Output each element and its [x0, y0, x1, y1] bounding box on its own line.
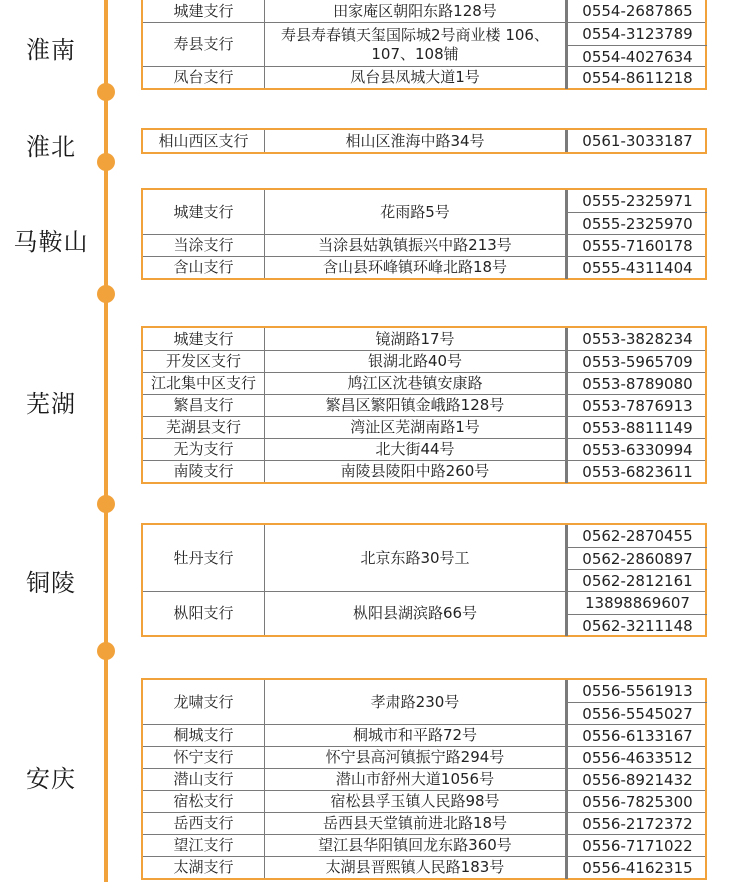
phone-number: 0553-8811149 [582, 419, 693, 437]
phone-cell [565, 857, 707, 879]
city-label: 芜湖 [26, 390, 76, 418]
phone-number: 0556-5561913 [582, 682, 693, 700]
phone-number: 0553-6823611 [582, 463, 693, 481]
phone-cell [565, 235, 707, 257]
branch-name: 开发区支行 [143, 351, 265, 372]
branch-name: 相山西区支行 [143, 130, 265, 152]
branch-table [141, 523, 707, 637]
city-label: 淮北 [26, 133, 76, 161]
phone-number: 0553-8789080 [582, 375, 693, 393]
timeline-line [104, 0, 108, 882]
branch-table [141, 188, 707, 280]
phone-number: 0554-8611218 [582, 69, 693, 87]
phone-number: 0561-3033187 [582, 132, 693, 150]
branch-address: 田家庵区朝阳东路128号 [333, 1, 497, 20]
phone-cell [565, 439, 707, 461]
branch-address: 湾沚区芜湖南路1号 [350, 418, 480, 437]
branch-address: 银湖北路40号 [367, 352, 463, 371]
branch-address: 花雨路5号 [380, 202, 450, 221]
table-row [143, 190, 705, 234]
branch-address: 含山县环峰镇环峰北路18号 [322, 258, 508, 277]
table-row [143, 234, 705, 256]
branch-name: 江北集中区支行 [143, 373, 265, 394]
phone-cell [565, 680, 707, 724]
phone-cell [565, 67, 707, 89]
phone-cell [565, 395, 707, 417]
branch-table [141, 326, 707, 484]
branch-name: 望江支行 [143, 835, 265, 856]
phone-cell [565, 351, 707, 373]
table-row [143, 790, 705, 812]
phone-cell [565, 725, 707, 747]
phone-cell [565, 417, 707, 439]
branch-address: 当涂县姑孰镇振兴中路213号 [318, 236, 512, 255]
phone-cell [565, 461, 707, 483]
branch-address: 鸠江区沈巷镇安康路 [347, 374, 483, 393]
branch-name: 含山支行 [143, 257, 265, 278]
phone-cell [565, 791, 707, 813]
branch-table [141, 128, 707, 154]
branch-name: 怀宁支行 [143, 747, 265, 768]
phone-cell [565, 592, 707, 636]
phone-cell [565, 769, 707, 791]
phone-number: 0562-2870455 [582, 527, 693, 545]
table-row [143, 256, 705, 278]
phone-cell [565, 813, 707, 835]
branch-address: 岳西县天堂镇前进北路18号 [322, 814, 508, 833]
timeline-dot [97, 153, 115, 171]
branch-address: 镜湖路17号 [375, 329, 455, 348]
branch-name: 城建支行 [143, 328, 265, 350]
branch-name: 桐城支行 [143, 725, 265, 746]
phone-cell [565, 373, 707, 395]
phone-cell [565, 23, 707, 67]
branch-address: 寿县寿春镇天玺国际城2号商业楼 106、107、108铺 [281, 25, 549, 63]
table-row [143, 350, 705, 372]
phone-cell [565, 328, 707, 350]
table-row [143, 66, 705, 88]
table-row [143, 0, 705, 22]
table-row [143, 834, 705, 856]
table-row [143, 680, 705, 724]
phone-number: 0556-2172372 [582, 815, 693, 833]
city-label: 铜陵 [26, 569, 76, 597]
branch-address: 潜山市舒州大道1056号 [335, 770, 495, 789]
phone-number: 0556-7825300 [582, 793, 693, 811]
phone-number: 0556-5545027 [568, 702, 707, 724]
table-row [143, 724, 705, 746]
table-row [143, 22, 705, 66]
branch-address: 北京东路30号工 [360, 548, 470, 567]
branch-name: 无为支行 [143, 439, 265, 460]
branch-address: 怀宁县高河镇振宁路294号 [325, 748, 505, 767]
phone-number: 0562-3211148 [568, 614, 707, 636]
branch-name: 凤台支行 [143, 67, 265, 88]
branch-address: 繁昌区繁阳镇金峨路128号 [325, 396, 505, 415]
phone-number: 0553-7876913 [582, 397, 693, 415]
branch-name: 龙啸支行 [143, 680, 265, 724]
phone-number: 0556-7171022 [582, 837, 693, 855]
phone-number: 0554-2687865 [582, 2, 693, 20]
phone-cell [565, 525, 707, 591]
branch-address: 孝肃路230号 [370, 692, 460, 711]
phone-number: 0556-4162315 [582, 859, 693, 877]
timeline-dot [97, 495, 115, 513]
branch-name: 繁昌支行 [143, 395, 265, 416]
branch-address: 桐城市和平路72号 [352, 726, 478, 745]
branch-table [141, 0, 707, 90]
table-row [143, 416, 705, 438]
branch-name: 城建支行 [143, 0, 265, 22]
branch-name: 牡丹支行 [143, 525, 265, 591]
branch-address: 南陵县陵阳中路260号 [340, 462, 490, 481]
phone-cell [565, 130, 707, 152]
phone-number: 0554-4027634 [568, 45, 707, 67]
phone-cell [565, 747, 707, 769]
table-row [143, 372, 705, 394]
table-row [143, 130, 705, 152]
branch-name: 岳西支行 [143, 813, 265, 834]
branch-name: 枞阳支行 [143, 592, 265, 635]
phone-cell [565, 190, 707, 234]
phone-cell [565, 257, 707, 279]
table-row [143, 394, 705, 416]
phone-number: 0555-7160178 [582, 237, 693, 255]
timeline-dot [97, 642, 115, 660]
phone-number: 0556-4633512 [582, 749, 693, 767]
branch-address: 北大街44号 [375, 440, 455, 459]
phone-number: 0555-2325971 [582, 192, 693, 210]
table-row [143, 746, 705, 768]
phone-number: 0556-8921432 [582, 771, 693, 789]
phone-number: 0562-2812161 [568, 569, 707, 591]
branch-address: 相山区淮海中路34号 [345, 131, 485, 150]
table-row [143, 438, 705, 460]
phone-number: 0562-2860897 [568, 547, 707, 569]
phone-number: 0553-5965709 [582, 353, 693, 371]
branch-name: 南陵支行 [143, 461, 265, 482]
branch-address: 太湖县晋熙镇人民路183号 [325, 858, 505, 877]
branch-address: 宿松县孚玉镇人民路98号 [330, 792, 500, 811]
branch-address: 凤台县凤城大道1号 [350, 68, 480, 87]
branch-name: 寿县支行 [143, 23, 265, 66]
table-row [143, 460, 705, 482]
branch-name: 城建支行 [143, 190, 265, 234]
phone-number: 0553-3828234 [582, 330, 693, 348]
branch-address: 望江县华阳镇回龙东路360号 [318, 836, 512, 855]
branch-name: 太湖支行 [143, 857, 265, 878]
branch-address: 枞阳县湖滨路66号 [352, 604, 478, 623]
branch-table [141, 678, 707, 880]
phone-number: 0554-3123789 [582, 25, 693, 43]
table-row [143, 768, 705, 790]
city-label: 马鞍山 [13, 228, 89, 256]
city-label: 安庆 [26, 765, 76, 793]
timeline-dot [97, 83, 115, 101]
branch-name: 潜山支行 [143, 769, 265, 790]
branch-name: 当涂支行 [143, 235, 265, 256]
phone-cell [565, 835, 707, 857]
timeline-dot [97, 285, 115, 303]
table-row [143, 525, 705, 591]
phone-number: 0553-6330994 [582, 441, 693, 459]
branch-name: 芜湖县支行 [143, 417, 265, 438]
table-row [143, 812, 705, 834]
phone-number: 0556-6133167 [582, 727, 693, 745]
phone-number: 0555-4311404 [582, 259, 693, 277]
phone-number: 13898869607 [585, 594, 690, 612]
phone-number: 0555-2325970 [568, 212, 707, 234]
table-row [143, 856, 705, 878]
branch-name: 宿松支行 [143, 791, 265, 812]
phone-cell [565, 0, 707, 22]
table-row [143, 328, 705, 350]
city-label: 淮南 [26, 36, 76, 64]
table-row [143, 591, 705, 635]
